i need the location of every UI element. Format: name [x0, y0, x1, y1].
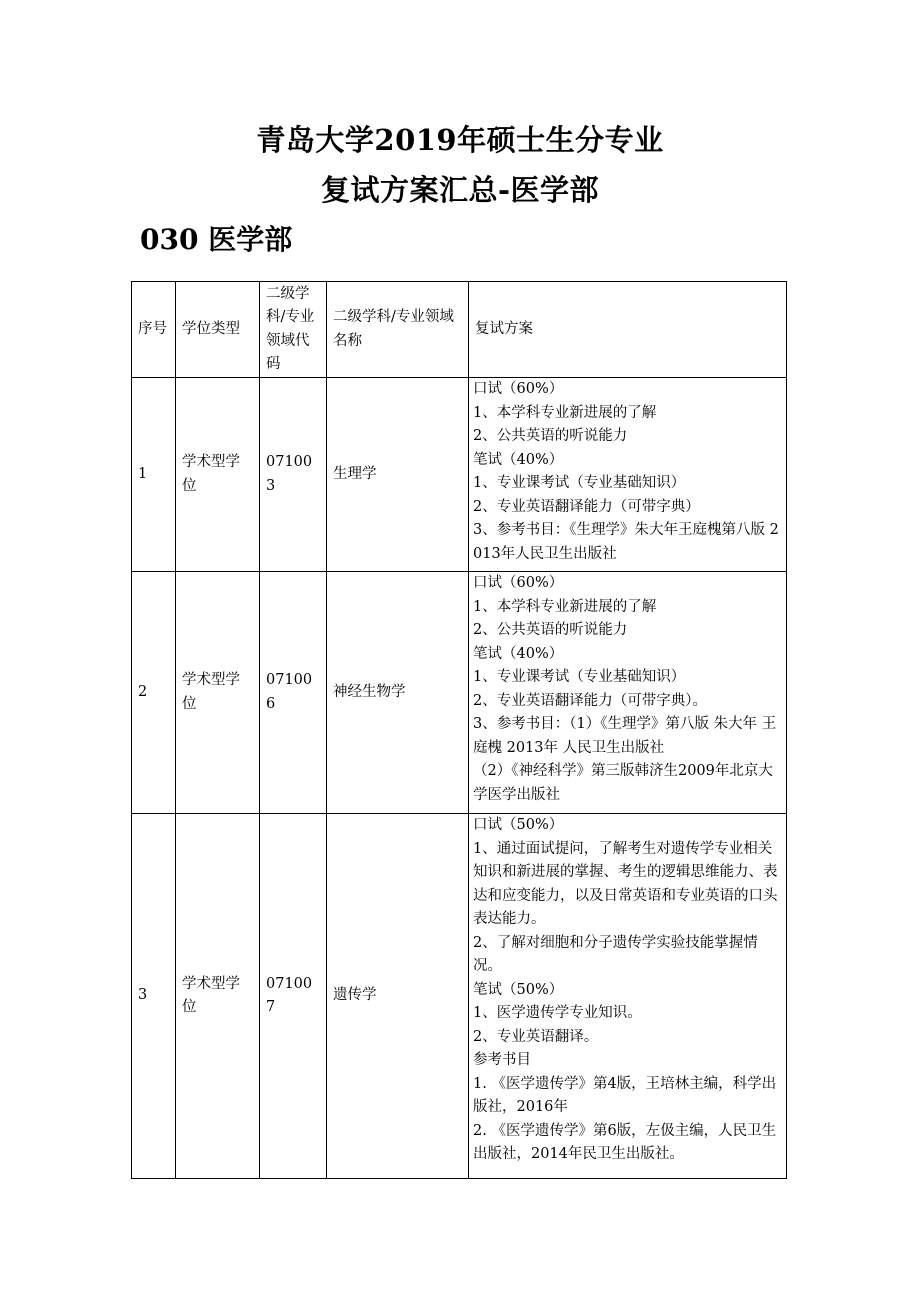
row-seq: 2 — [132, 572, 176, 814]
row-name: 遗传学 — [327, 814, 469, 1179]
plan-line: 2、专业英语翻译。 — [473, 1028, 599, 1045]
plan-line: 2. 《医学遗传学》第6版，左伋主编，人民卫生出版社，2014年民卫生出版社。 — [473, 1122, 777, 1162]
table-header-row — [132, 282, 787, 378]
plan-line: 口试（60%） — [473, 575, 564, 591]
row-plan — [469, 378, 787, 572]
row-degree-type: 学术型学位 — [176, 378, 260, 572]
plan-line: 3、参考书目：（1）《生理学》第八版 朱大年 王庭槐 2013年 人民卫生出版社 — [473, 716, 777, 756]
plan-line: 口试（60%） — [473, 381, 564, 397]
plan-line: 参考书目 — [473, 1052, 531, 1068]
row-plan — [469, 572, 787, 814]
table-row — [132, 572, 787, 814]
table-row — [132, 378, 787, 572]
row-code: 071006 — [260, 572, 327, 814]
section-heading: 030 医学部 — [140, 223, 293, 256]
plan-line: 1、专业课考试（专业基础知识） — [473, 669, 686, 685]
header-seq: 序号 — [132, 282, 176, 378]
plan-line: 2、专业英语翻译能力（可带字典）。 — [473, 692, 707, 709]
plan-line: 笔试（50%） — [473, 981, 564, 998]
row-seq: 3 — [132, 814, 176, 1179]
plan-line: （2）《神经科学》第三版韩济生2009年北京大学医学出版社 — [473, 763, 773, 803]
table-row — [132, 814, 787, 1179]
retest-plan-table — [131, 281, 787, 1179]
header-plan: 复试方案 — [469, 282, 787, 378]
row-degree-type: 学术型学位 — [176, 814, 260, 1179]
plan-line: 1、本学科专业新进展的了解 — [473, 598, 657, 615]
plan-line: 2、公共英语的听说能力 — [473, 622, 628, 638]
plan-line: 1. 《医学遗传学》第4版，王培林主编，科学出版社，2016年 — [473, 1075, 777, 1115]
row-code: 071007 — [260, 814, 327, 1179]
plan-line: 1、本学科专业新进展的了解 — [473, 404, 657, 421]
plan-line: 1、医学遗传学专业知识。 — [473, 1005, 642, 1021]
plan-line: 口试（50%） — [473, 817, 564, 833]
header-code: 二级学科/专业领域代码 — [260, 282, 327, 378]
plan-line: 1、通过面试提问，了解考生对遗传学专业相关知识和新进展的掌握、考生的逻辑思维能力、表达和应变能力，以及日常英语和专业英语的口头表达能力。 — [473, 840, 778, 927]
plan-line: 3、参考书目：《生理学》朱大年王庭槐第八版 2013年人民卫生出版社 — [473, 522, 779, 562]
plan-line: 笔试（40%） — [473, 451, 564, 468]
row-plan — [469, 814, 787, 1179]
document-title-line-1: 青岛大学2019年硕士生分专业 — [256, 123, 664, 157]
plan-line: 2、公共英语的听说能力 — [473, 428, 628, 444]
row-seq: 1 — [132, 378, 176, 572]
plan-line: 笔试（40%） — [473, 645, 564, 662]
row-name: 生理学 — [327, 378, 469, 572]
header-name: 二级学科/专业领域名称 — [327, 282, 469, 378]
plan-line: 1、专业课考试（专业基础知识） — [473, 475, 686, 491]
plan-line: 2、专业英语翻译能力（可带字典） — [473, 498, 700, 515]
document-title-line-2: 复试方案汇总-医学部 — [320, 173, 600, 207]
row-code: 071003 — [260, 378, 327, 572]
row-degree-type: 学术型学位 — [176, 572, 260, 814]
row-name: 神经生物学 — [327, 572, 469, 814]
plan-line: 2、了解对细胞和分子遗传学实验技能掌握情况。 — [473, 934, 758, 974]
header-degree-type: 学位类型 — [176, 282, 260, 378]
